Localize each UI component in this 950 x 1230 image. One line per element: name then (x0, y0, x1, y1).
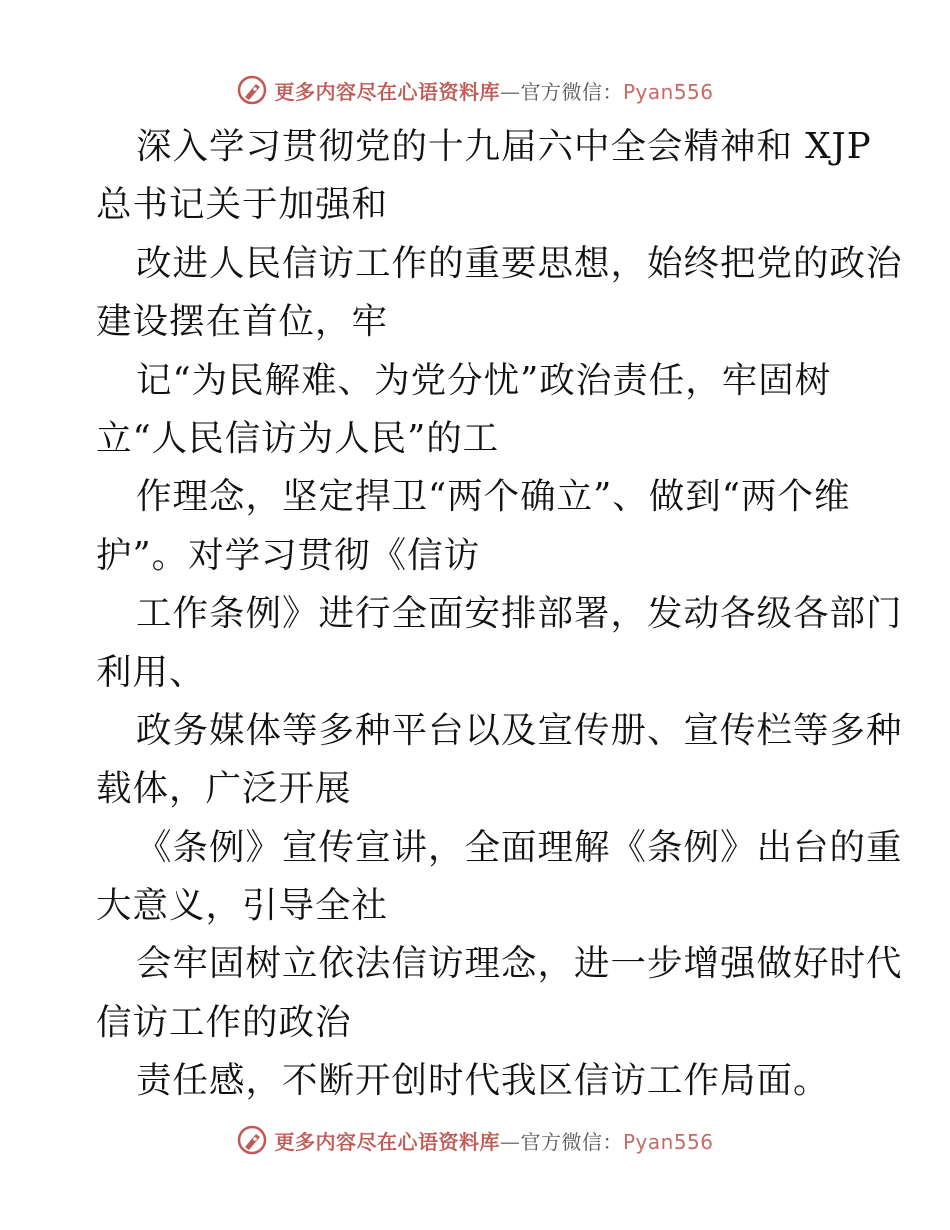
document-body (96, 118, 903, 1111)
body-line: 载体，广泛开展 (96, 768, 352, 810)
body-line: 总书记关于加强和 (96, 184, 389, 226)
body-line: 建设摆在首位，牢 (96, 301, 389, 343)
body-line: 记“为民解难、为党分忧”政治责任，牢固树 (136, 359, 832, 401)
header-watermark (0, 70, 950, 110)
pen-nib-logo-icon (236, 1124, 268, 1156)
pen-nib-logo-icon (236, 74, 268, 106)
body-line: 政务媒体等多种平台以及宣传册、宣传栏等多种 (136, 709, 903, 751)
watermark-brand: 更多内容尽在心语资料库 (274, 79, 500, 104)
body-line: 大意义，引导全社 (96, 885, 389, 927)
footer-watermark (0, 1120, 950, 1160)
body-line: 立“人民信访为人民”的工 (96, 417, 500, 459)
body-line: 护”。对学习贯彻《信访 (96, 534, 481, 576)
body-line: 工作条例》进行全面安排部署，发动各级各部门 (136, 593, 903, 635)
body-line: 作理念，坚定捍卫“两个确立”、做到“两个维 (136, 476, 851, 518)
body-line: 责任感，不断开创时代我区信访工作局面。 (136, 1060, 830, 1102)
watermark-handle: Pyan556 (622, 79, 714, 104)
watermark-separator: — (499, 1129, 521, 1154)
body-line: 改进人民信访工作的重要思想，始终把党的政治 (136, 242, 903, 284)
body-line: 信访工作的政治 (96, 1001, 352, 1043)
watermark-separator: — (499, 79, 521, 104)
watermark-wechat-label: 官方微信： (520, 79, 623, 104)
watermark-handle: Pyan556 (622, 1129, 714, 1154)
body-line: 深入学习贯彻党的十九届六中全会精神和 XJP (136, 126, 872, 167)
watermark-text (274, 76, 713, 105)
body-line: 《条例》宣传宣讲，全面理解《条例》出台的重 (136, 826, 903, 868)
watermark-brand: 更多内容尽在心语资料库 (274, 1129, 500, 1154)
body-line: 会牢固树立依法信访理念，进一步增强做好时代 (136, 943, 903, 985)
watermark-text (274, 1126, 713, 1155)
watermark-wechat-label: 官方微信： (520, 1129, 623, 1154)
body-line: 利用、 (96, 651, 206, 693)
